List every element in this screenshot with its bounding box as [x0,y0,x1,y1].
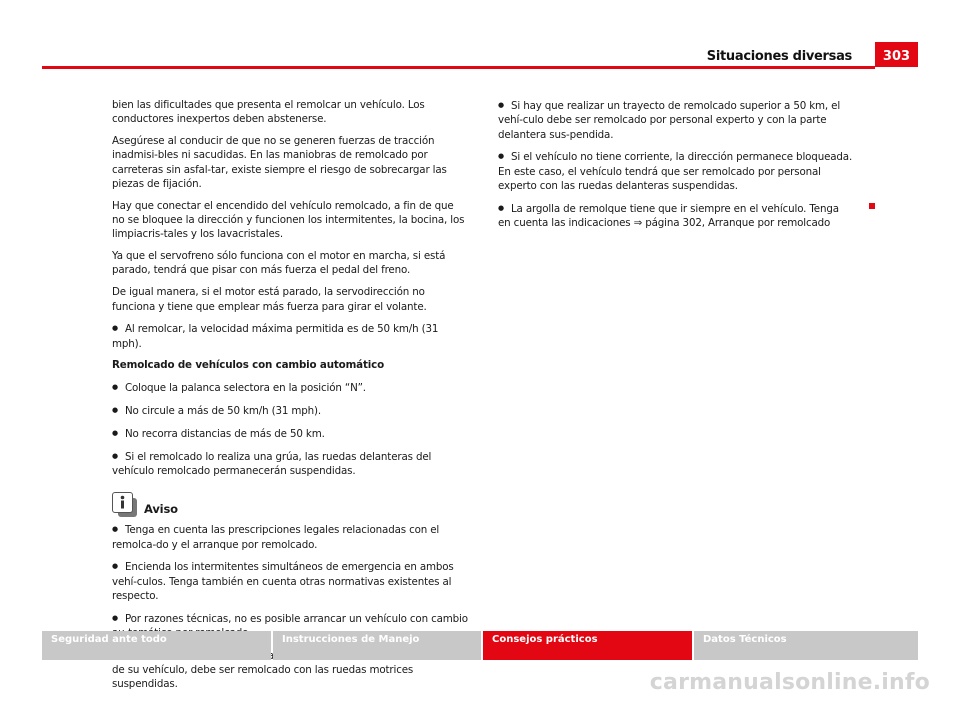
bullet-item: ● Si el vehículo no tiene corriente, la dirección permanece bloqueada. En este caso, el vehículo tendrá que ser remolcado por personal experto con las ruedas delanteras suspendidas. [498,149,854,193]
tab-seguridad[interactable]: Seguridad ante todo [42,631,271,660]
aviso-label: Aviso [144,502,178,517]
paragraph: Ya que el servofreno sólo funciona con el motor en marcha, si está parado, tendrá que pisar con más fuerza el pedal del freno. [112,250,446,277]
tab-instrucciones[interactable]: Instrucciones de Manejo [273,631,481,660]
paragraph: Hay que conectar el encendido del vehículo remolcado, a fin de que no se bloquee la dirección y funcionen los intermitentes, la bocina, los limpiacris-tales y los lavacristales. [112,199,465,241]
paragraph: De igual manera, si el motor está parado, la servodirección no funciona y tiene que emplear más fuerza para girar el volante. [112,286,427,313]
tab-consejos[interactable]: Consejos prácticos [483,631,692,660]
bullet-item: ● Si hay que realizar un trayecto de remolcado superior a 50 km, el vehí-culo debe ser remolcado por personal experto y con la parte delantera sus-pendida. [498,98,854,142]
bullet-item: ● Coloque la palanca selectora en la posición “N”. [112,380,468,395]
header-rule [42,66,875,69]
bullet-item: ● No circule a más de 50 km/h (31 mph). [112,403,468,418]
header-title: Situaciones diversas [706,49,852,64]
bullet-item: ● No recorra distancias de más de 50 km. [112,426,468,441]
paragraph: Asegúrese al conducir de que no se generen fuerzas de tracción inadmisi-bles ni sacudidas. En las maniobras de remolcado por carreteras sin asfal-tar, existe siempre el riesgo de sobrecargar las piezas de fijación. [112,135,447,190]
bullet-item: ● Al remolcar, la velocidad máxima permitida es de 50 km/h (31 mph). [112,321,468,351]
left-column [112,98,468,699]
end-square-icon [869,203,875,209]
tab-datos-tecnicos[interactable]: Datos Técnicos [694,631,918,660]
info-note-icon [112,492,133,513]
watermark: carmanualsonline.info [649,670,930,695]
paragraph: bien las dificultades que presenta el remolcar un vehículo. Los conductores inexpertos deben abstenerse. [112,99,425,126]
bullet-item: ● Tenga en cuenta las prescripciones legales relacionadas con el remolca-do y el arranque por remolcado. [112,522,468,552]
bullet-item: ● La argolla de remolque tiene que ir siempre en el vehículo. Tenga en cuenta las indicaciones ⇒ página 302, Arranque por remolcado [498,201,854,231]
aviso-heading [112,492,468,516]
bullet-item: ● Si el remolcado lo realiza una grúa, las ruedas delanteras del vehículo remolcado permanecerán suspendidas. [112,449,468,479]
right-column [498,98,854,238]
bullet-item: ● Encienda los intermitentes simultáneos de emergencia en ambos vehí-culos. Tenga también en cuenta otras normativas existentes al respecto. [112,559,468,603]
subheading: Remolcado de vehículos con cambio automático [112,359,384,372]
bullet-item: ● Por razones técnicas, no es posible arrancar un vehículo con cambio [112,611,468,641]
bullet-item: ● de su vehículo, debe ser remolcado con las ruedas motrices suspendidas. [112,648,468,692]
page-number: 303 [875,42,918,67]
